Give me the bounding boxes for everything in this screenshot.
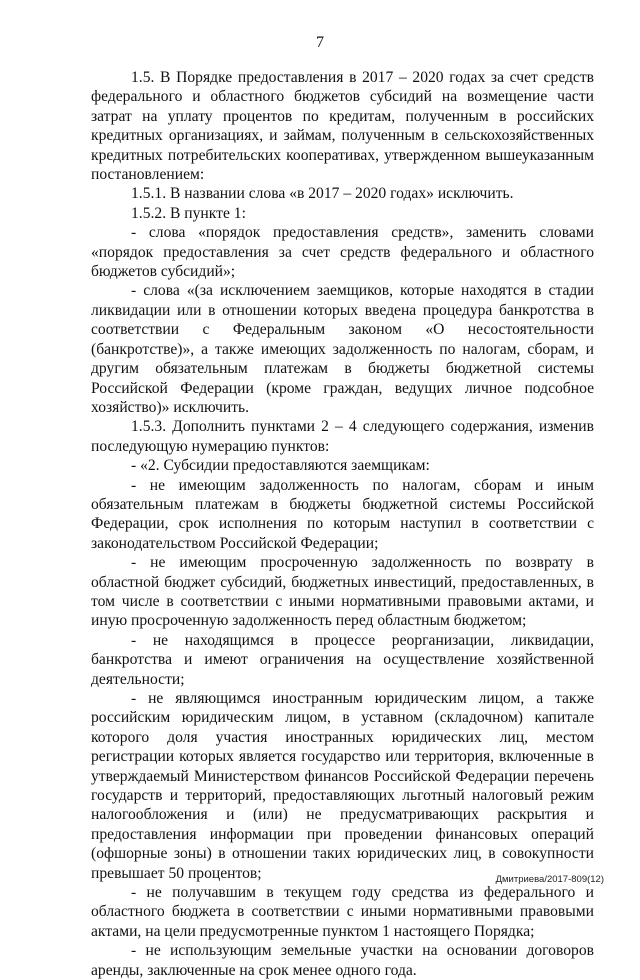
- list-item-no-tax-debt: - не имеющим задолженность по налогам, сборам и иным обязательным платежам в бюджеты бюджетной системы Российской Федерации, срок исполнения по которым наступил в соответствии с законодательством Российской Федерации;: [91, 476, 594, 552]
- list-item-no-short-lease: - не использующим земельные участки на основании договоров аренды, заключенные на срок менее одного года.: [91, 942, 594, 979]
- document-body: [91, 68, 594, 980]
- list-item-replace-words: - слова «порядок предоставления средств», заменить словами «порядок предоставления за счет средств федерального и областного бюджетов субсидий»;: [91, 224, 594, 281]
- page-number: 7: [316, 34, 324, 51]
- paragraph-1-5-3: 1.5.3. Дополнить пунктами 2 – 4 следующего содержания, изменив последующую нумерацию пунктов:: [91, 418, 594, 455]
- paragraph-1-5-2: 1.5.2. В пункте 1:: [131, 204, 246, 222]
- list-item-subsidies-intro: - «2. Субсидии предоставляются заемщикам:: [131, 457, 430, 475]
- paragraph-1-5-1: 1.5.1. В названии слова «в 2017 – 2020 годах» исключить.: [131, 185, 514, 203]
- list-item-no-other-funds: - не получавшим в текущем году средства из федерального и областного бюджета в соответствии с иными нормативными правовыми актами, на цели предусмотренные пунктом 1 настоящего Порядка;: [91, 884, 594, 940]
- footer-document-code: Дмитриева/2017-809(12): [495, 874, 604, 885]
- list-item-not-foreign-entity: - не являющимся иностранным юридическим лицом, а также российским юридическим лицом, в уставном (складочном) капитале которого доля участия иностранных юридических лиц, местом регистрации которых является государство или территория, включенные в утверждаемый Министерством финансов Российской Федерации перечень государств и территорий, предоставляющих льготный налоговый режим налогообложения и (или) не предусматривающих раскрытия и предоставления информации при проведении финансовых операций (офшорные зоны) в отношении таких юридических лиц, в совокупности превышает 50 процентов;: [91, 690, 594, 882]
- list-item-no-overdue-debt: - не имеющим просроченную задолженность по возврату в областной бюджет субсидий, бюджетных инвестиций, предоставленных, в том числе в соответствии с иными нормативными правовыми актами, и иную просроченную задолженность перед областным бюджетом;: [91, 554, 594, 630]
- list-item-no-liquidation: - не находящимся в процессе реорганизации, ликвидации, банкротства и имеют ограничения на осуществление хозяйственной деятельности;: [91, 631, 594, 688]
- list-item-remove-words: - слова «(за исключением заемщиков, которые находятся в стадии ликвидации или в отношении которых введена процедура банкротства в соответствии с Федеральным законом «О несостоятельности (банкротстве)», а также имеющих задолженность по налогам, сборам, и другим обязательным платежам в бюджеты бюджетной системы Российской Федерации (кроме граждан, ведущих личное подсобное хозяйство)» исключить.: [91, 282, 594, 416]
- paragraph-1-5: 1.5. В Порядке предоставления в 2017 – 2020 годах за счет средств федерального и областного бюджетов субсидий на возмещение части затрат на уплату процентов по кредитам, полученным в российских кредитных организациях, и займам, полученным в сельскохозяйственных кредитных потребительских кооперативах, утвержденном вышеуказанным постановлением:: [91, 69, 594, 184]
